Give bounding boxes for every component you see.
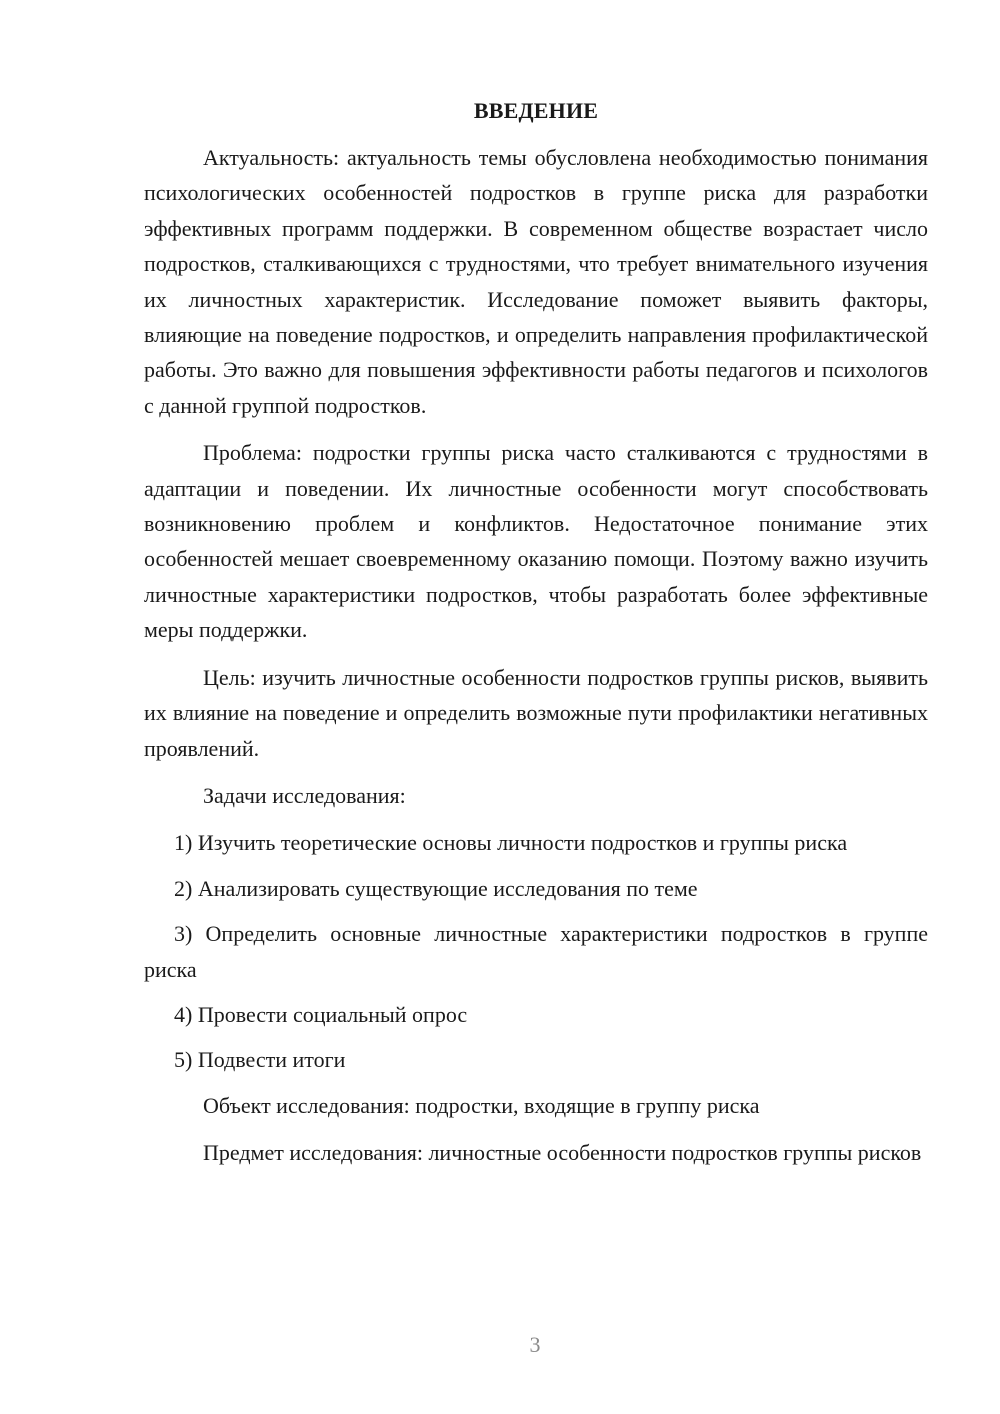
page-number: 3: [529, 1332, 541, 1357]
list-item: 3) Определить основные личностные характеристики подростков в группе риска: [144, 921, 928, 982]
research-object: Объект исследования: подростки, входящие в группу риска: [203, 1092, 760, 1118]
list-item: 2) Анализировать существующие исследования по теме: [174, 875, 698, 901]
tasks-heading: Задачи исследования:: [203, 782, 406, 808]
tasks-list: [144, 825, 928, 1077]
list-item: 1) Изучить теоретические основы личности подростков и группы риска: [174, 830, 848, 856]
list-item: 5) Подвести итоги: [174, 1047, 346, 1073]
page-body: [144, 93, 928, 1183]
research-subject: Предмет исследования: личностные особенности подростков группы рисков: [203, 1140, 922, 1166]
goal-paragraph: Цель: изучить личностные особенности подростков группы рисков, выявить их влияние на поведение и определить возможные пути профилактики негативных проявлений.: [144, 664, 928, 761]
section-title: ВВЕДЕНИЕ: [473, 98, 599, 123]
list-item: 4) Провести социальный опрос: [174, 1001, 468, 1027]
problem-paragraph: Проблема: подростки группы риска часто сталкиваются с трудностями в адаптации и поведении. Их личностные особенности могут способствовать возникновению проблем и конфликтов. Недостаточное понимание этих особенностей мешает своевременному оказанию помощи. Поэтому важно изучить личностные характеристики подростков, чтобы разработать более эффективные меры поддержки.: [144, 440, 928, 643]
relevance-paragraph: Актуальность: актуальность темы обусловлена необходимостью понимания психологических особенностей подростков в группе риска для разработки эффективных программ поддержки. В современном обществе возрастает число подростков, сталкивающихся с трудностями, что требует внимательного изучения их личностных характеристик. Исследование поможет выявить факторы, влияющие на поведение подростков, и определить направления профилактической работы. Это важно для повышения эффективности работы педагогов и психологов с данной группой подростков.: [144, 145, 928, 418]
